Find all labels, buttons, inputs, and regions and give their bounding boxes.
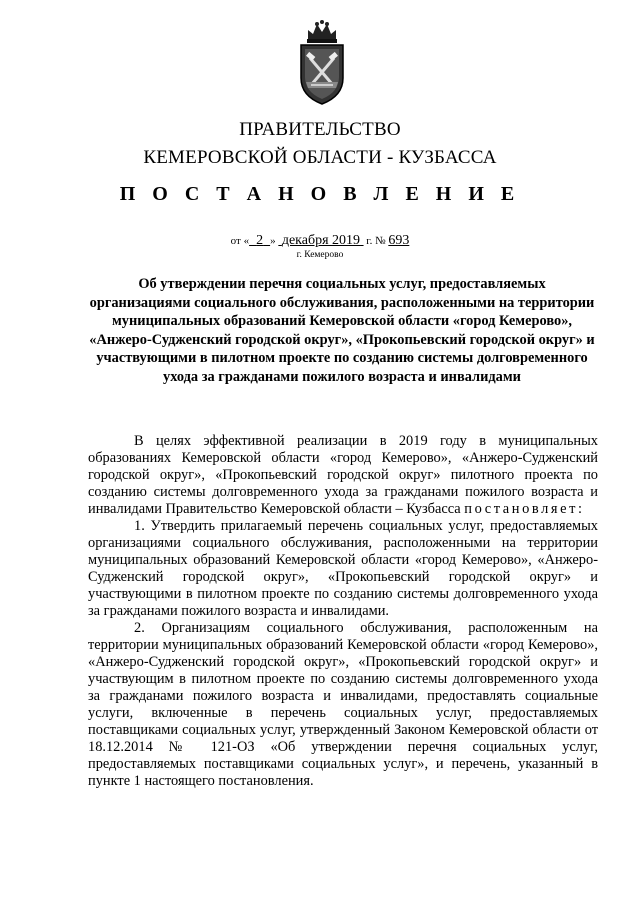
resolves-word: постановляет [464,501,578,517]
document-type-title: П О С Т А Н О В Л Е Н И Е [119,183,521,205]
region-title: КЕМЕРОВСКОЙ ОБЛАСТИ - КУЗБАССА [143,147,497,168]
date-number-line [0,234,640,248]
government-title: ПРАВИТЕЛЬСТВО [239,119,401,140]
number-label: № [375,235,386,247]
date-prefix: от « [230,235,250,247]
item-1-paragraph: 1. Утвердить прилагаемый перечень социальных услуг, предоставляемых организациями социального обслуживания, расположенными на территории муниципальных образований Кемеровской области «город Кемерово», «Анжеро-Судженский городской округ», «Прокопьевский городской округ» и участвующими в пилотном проекте по созданию системы долговременного ухода за гражданами пожилого возраста и инвалидами. [88,518,598,619]
date-month-year: декабря 2019 [281,233,361,248]
document-body [88,433,598,790]
year-suffix: г. [366,235,373,247]
document-number: 693 [388,233,410,248]
item-2-paragraph: 2. Организациям социального обслуживания, расположенным на территории муниципальных образований Кемеровской области «город Кемерово», «Анжеро-Судженский городской округ», «Прокопьевский городской округ» и участвующим в пилотном проекте по созданию системы долговременного ухода за гражданами пожилого возраста и инвалидами, предоставлять социальные услуги, включенные в перечень социальных услуг, предоставляемых поставщиками социальных услуг, утвержденный Законом Кемеровской области от 18.12.2014 № 121-ОЗ «Об утверждении перечня социальных услуг, предоставляемых поставщиками социальных услуг», и перечень, указанный в пункте 1 настоящего постановления. [88,620,598,789]
city-label: г. Кемерово [296,250,344,260]
date-sep: » [270,235,276,247]
kemerovo-coat-of-arms-icon [295,18,349,108]
document-title: Об утверждении перечня социальных услуг, предоставляемых организациями социального обслуживания, расположенными на территории муниципальных образований Кемеровской области «город Кемерово», «Анжеро-Судженский городской округ», «Прокопьевский городской округ» и участвующими в пилотном проекте по созданию системы долговременного ухода за гражданами пожилого возраста и инвалидами [89,276,595,385]
intro-paragraph: В целях эффективной реализации в 2019 году в муниципальных образованиях Кемеровской области «город Кемерово», «Анжеро-Судженский городской округ», «Прокопьевский городской округ» пилотного проекта по созданию системы долговременного ухода за гражданами пожилого возраста и инвалидами Правительство Кемеровской области – Кузбасса постановляет: [88,433,598,517]
date-day: 2 [256,233,264,248]
